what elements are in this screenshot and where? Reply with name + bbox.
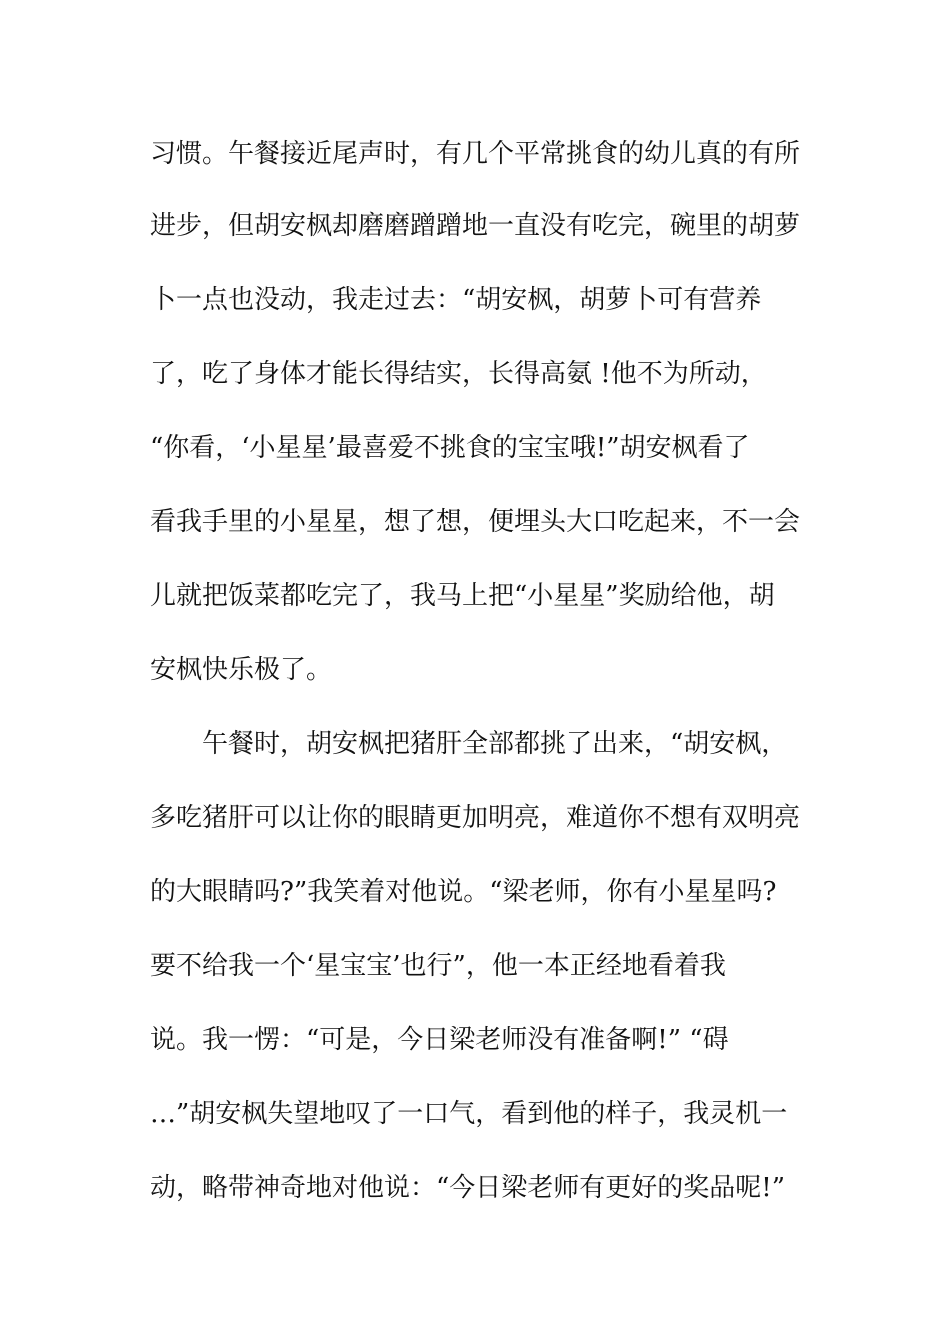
paragraph-first-line: 午餐时，胡安枫把猪肝全部都挑了出来，“胡安枫， <box>202 729 788 759</box>
text-line: 儿就把饭菜都吃完了，我马上把“小星星”奖励给他，胡 <box>150 581 775 611</box>
text-line: 卜一点也没动，我走过去：“胡安枫，胡萝卜可有营养 <box>150 285 762 315</box>
text-line: “你看，‘小星星’最喜爱不挑食的宝宝哦!”胡安枫看了 <box>150 433 750 463</box>
text-line: 习惯。午餐接近尾声时，有几个平常挑食的幼儿真的有所 <box>150 139 801 169</box>
text-line: 的大眼睛吗?”我笑着对他说。“梁老师，你有小星星吗? <box>150 877 777 907</box>
text-line: 看我手里的小星星，想了想，便埋头大口吃起来，不一会 <box>150 507 801 537</box>
text-line: …”胡安枫失望地叹了一口气，看到他的样子，我灵机一 <box>150 1099 788 1129</box>
text-line: 了，吃了身体才能长得结实，长得高氨 !他不为所动， <box>150 359 767 389</box>
text-line: 要不给我一个‘星宝宝’也行”，他一本正经地看着我 <box>150 951 726 981</box>
text-line: 进步，但胡安枫却磨磨蹭蹭地一直没有吃完，碗里的胡萝 <box>150 211 801 241</box>
text-line: 多吃猪肝可以让你的眼睛更加明亮，难道你不想有双明亮 <box>150 803 801 833</box>
text-line: 动，略带神奇地对他说：“今日梁老师有更好的奖品呢!” <box>150 1173 786 1203</box>
text-line: 说。我一愣：“可是，今日梁老师没有准备啊!” “碍 <box>150 1025 729 1055</box>
text-line: 安枫快乐极了。 <box>150 655 333 685</box>
